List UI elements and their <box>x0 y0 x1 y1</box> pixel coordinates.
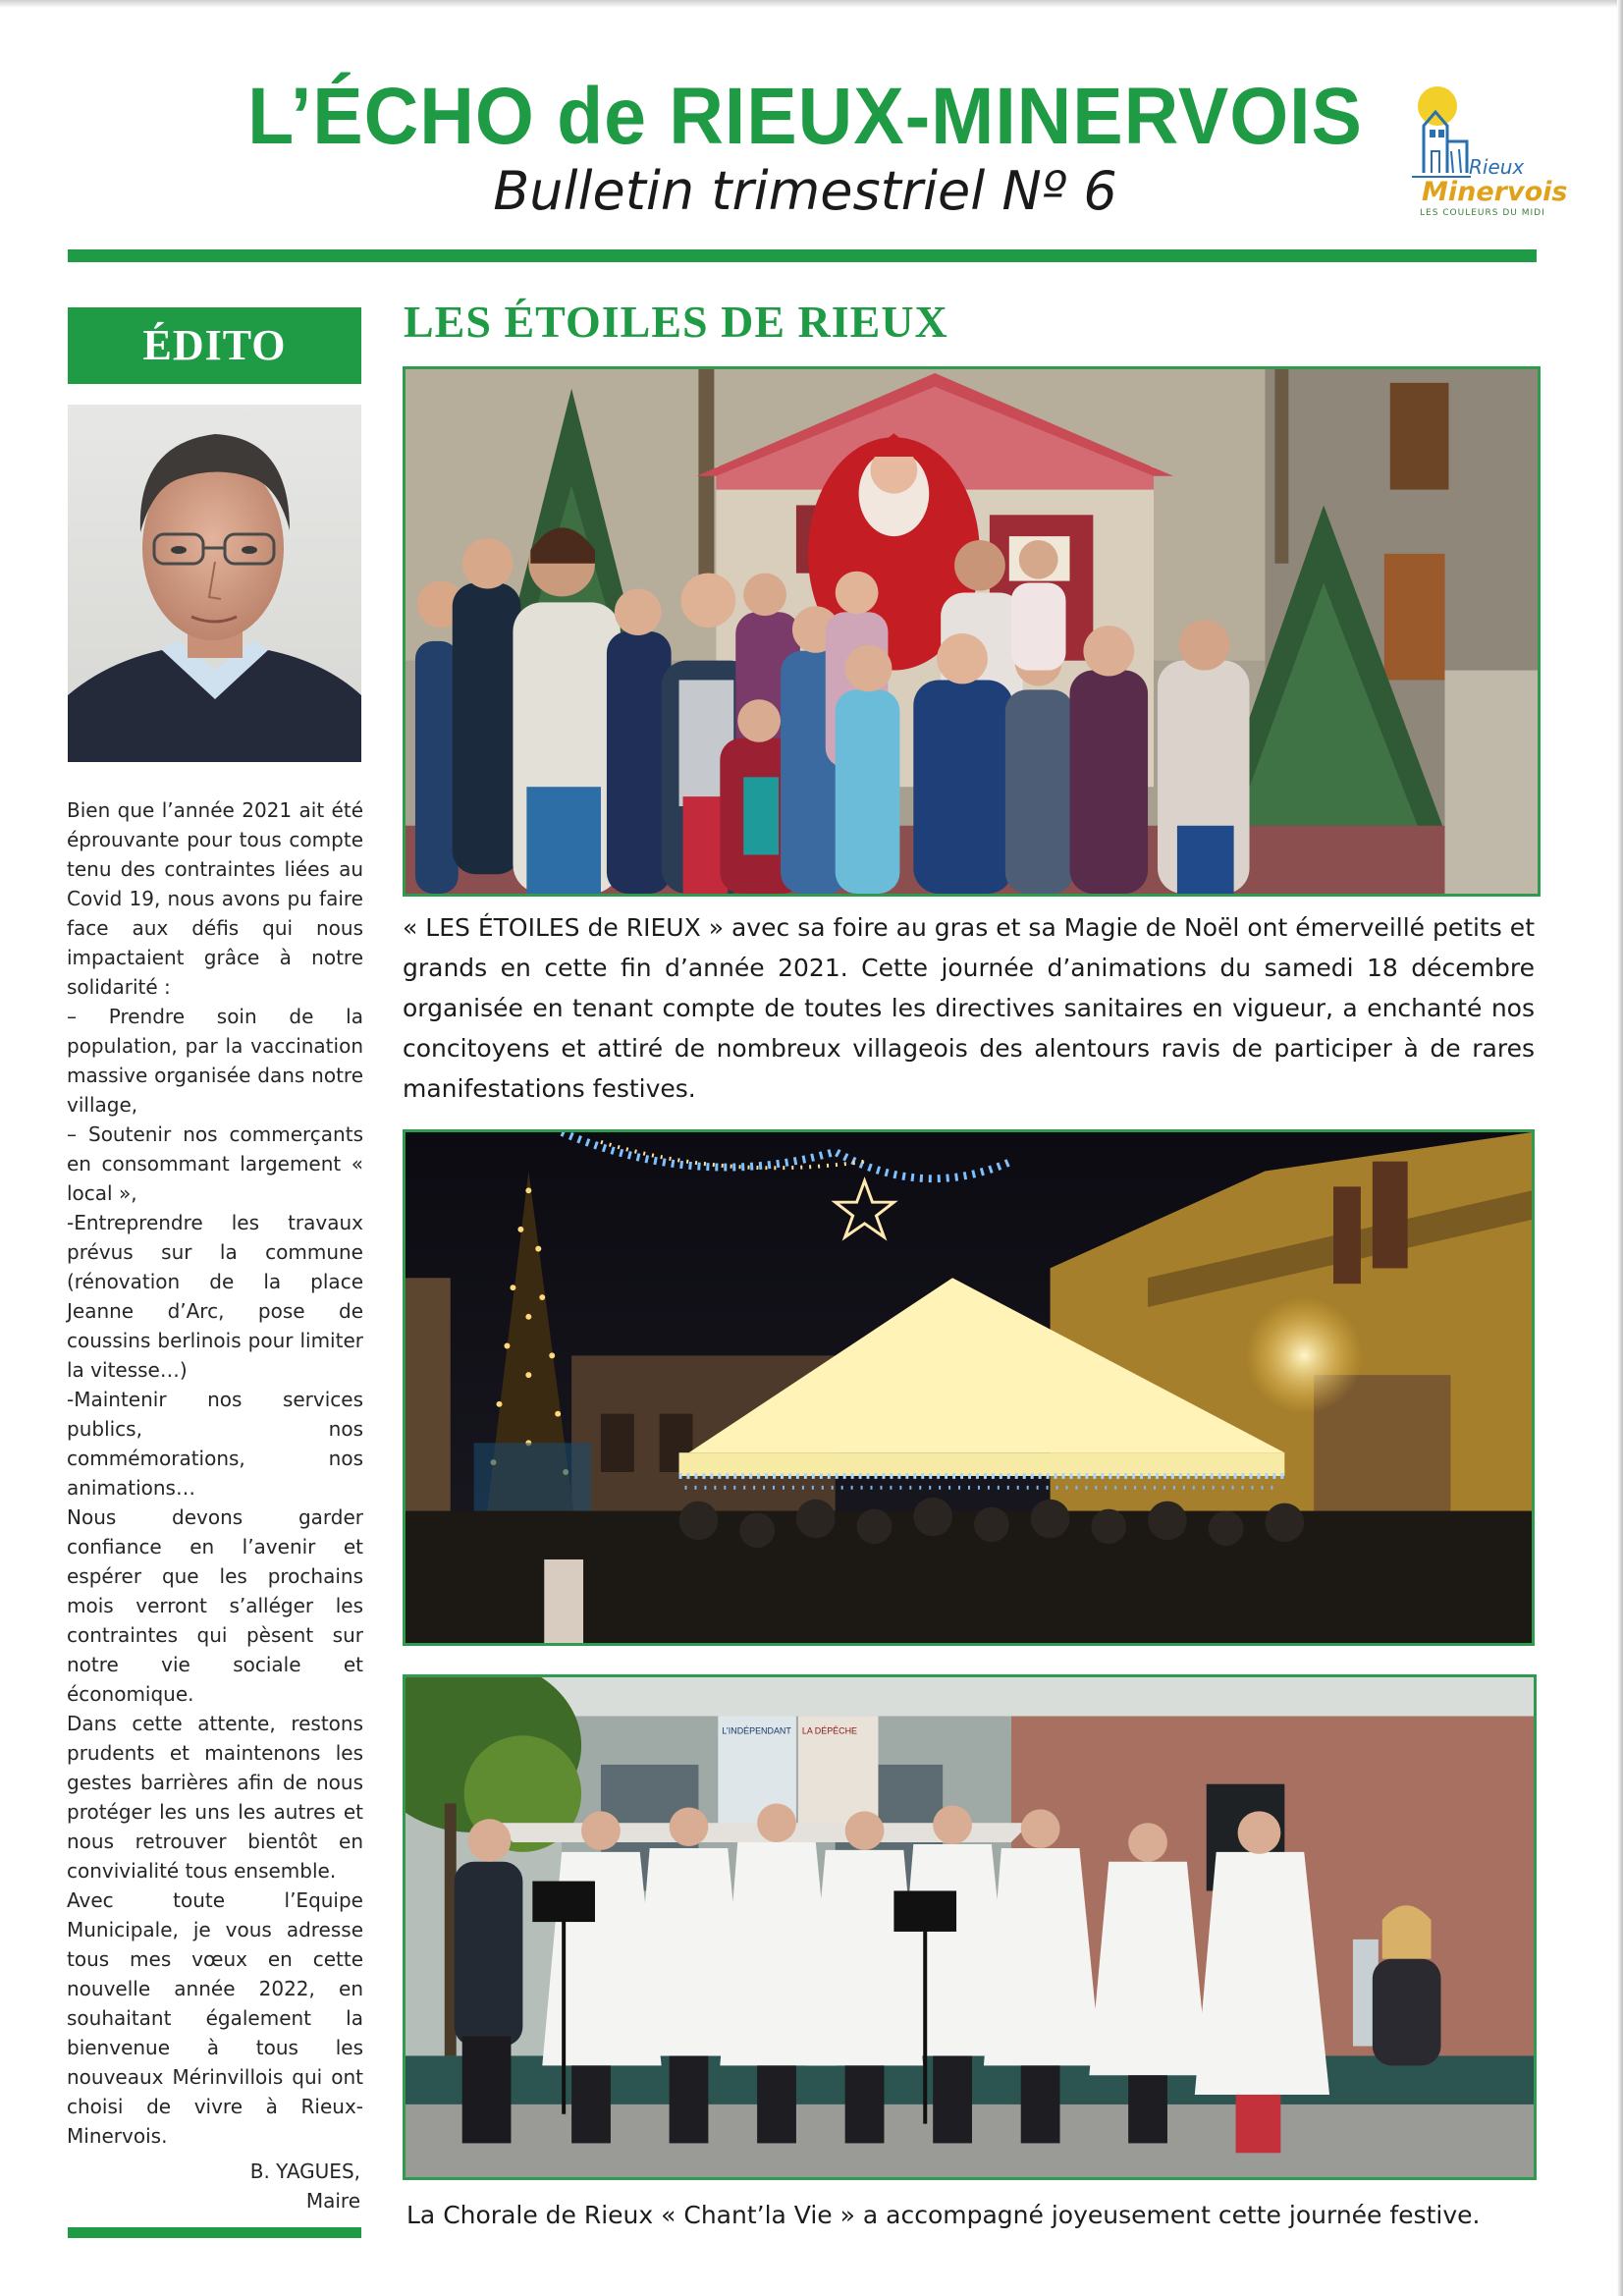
signature-role: Maire <box>305 2189 360 2213</box>
photo-caption: La Chorale de Rieux « Chant’la Vie » a accompagné joyeusement cette journée festive. <box>406 2201 1481 2229</box>
signature-name: B. YAGUES, <box>249 2159 360 2183</box>
children-with-santa-photo <box>403 366 1541 897</box>
edito-paragraph: – Soutenir nos commerçants en consommant largement « local », <box>67 1122 363 1205</box>
edito-paragraph: – Prendre soin de la population, par la vaccination massive organisée dans notre village, <box>67 1005 363 1117</box>
edito-paragraph: Bien que l’année 2021 ait été éprouvante pour tous compte tenu des contraintes liées au Covid 19, nous avons pu faire face aux défis qui nous impactaient grâce à notre solidarité : <box>67 798 363 999</box>
logo-wordmark: Minervois <box>1422 177 1568 207</box>
edito-paragraph: Nous devons garder confiance en l’avenir et espérer que les prochains mois verront s’alléger les contraintes qui pèsent sur notre vie sociale et économique. <box>67 1505 363 1706</box>
logo-tagline: LES COULEURS DU MIDI <box>1420 208 1545 218</box>
sign-depeche: LA DÉPÊCHE <box>801 1725 858 1736</box>
masthead-divider <box>68 249 1537 262</box>
newsletter-title: L’ÉCHO de RIEUX-MINERVOIS <box>247 72 1363 161</box>
scan-edge <box>1617 0 1623 2296</box>
mayor-portrait-photo <box>68 405 361 762</box>
edito-divider <box>68 2227 361 2238</box>
scan-edge <box>0 0 1623 8</box>
christmas-lights-tent-photo <box>403 1129 1535 1646</box>
signature <box>118 2157 360 2215</box>
newsletter-subtitle: Bulletin trimestriel Nº 6 <box>493 160 1117 222</box>
edito-paragraph: -Entreprendre les travaux prévus sur la commune (rénovation de la place Jeanne d’Arc, pose de coussins berlinois pour limiter la vitesse…) <box>67 1211 363 1382</box>
edito-paragraph: Avec toute l’Equipe Municipale, je vous adresse tous mes vœux en cette nouvelle année 2022, en souhaitant également la bienvenue à tous les nouveaux Mérinvillois qui ont choisi de vivre à Rieux-Minervois. <box>67 1888 363 2148</box>
edito-text <box>67 795 363 2151</box>
article-body: « LES ÉTOILES de RIEUX » avec sa foire au gras et sa Magie de Noël ont émerveillé petits et grands en cette fin d’année 2021. Cette journée d’animations du samedi 18 décembre organisée en tenant compte de toutes les directives sanitaires en vigueur, a enchanté nos concitoyens et attiré de nombreux villageois des alentours ravis de participer à de rares manifestations festives. <box>403 913 1535 1103</box>
article-title: LES ÉTOILES DE RIEUX <box>404 297 948 347</box>
logo-wordmark: Rieux <box>1469 155 1525 179</box>
edito-paragraph: Dans cette attente, restons prudents et maintenons les gestes barrières afin de nous protéger les uns les autres et nous retrouver bientôt en convivialité tous ensemble. <box>67 1712 363 1883</box>
sign-independant: L’INDÉPENDANT <box>722 1725 791 1736</box>
choir-performance-photo <box>403 1674 1537 2180</box>
edito-heading: ÉDITO <box>68 307 361 384</box>
edito-paragraph: -Maintenir nos services publics, nos commémorations, nos animations… <box>67 1388 363 1500</box>
